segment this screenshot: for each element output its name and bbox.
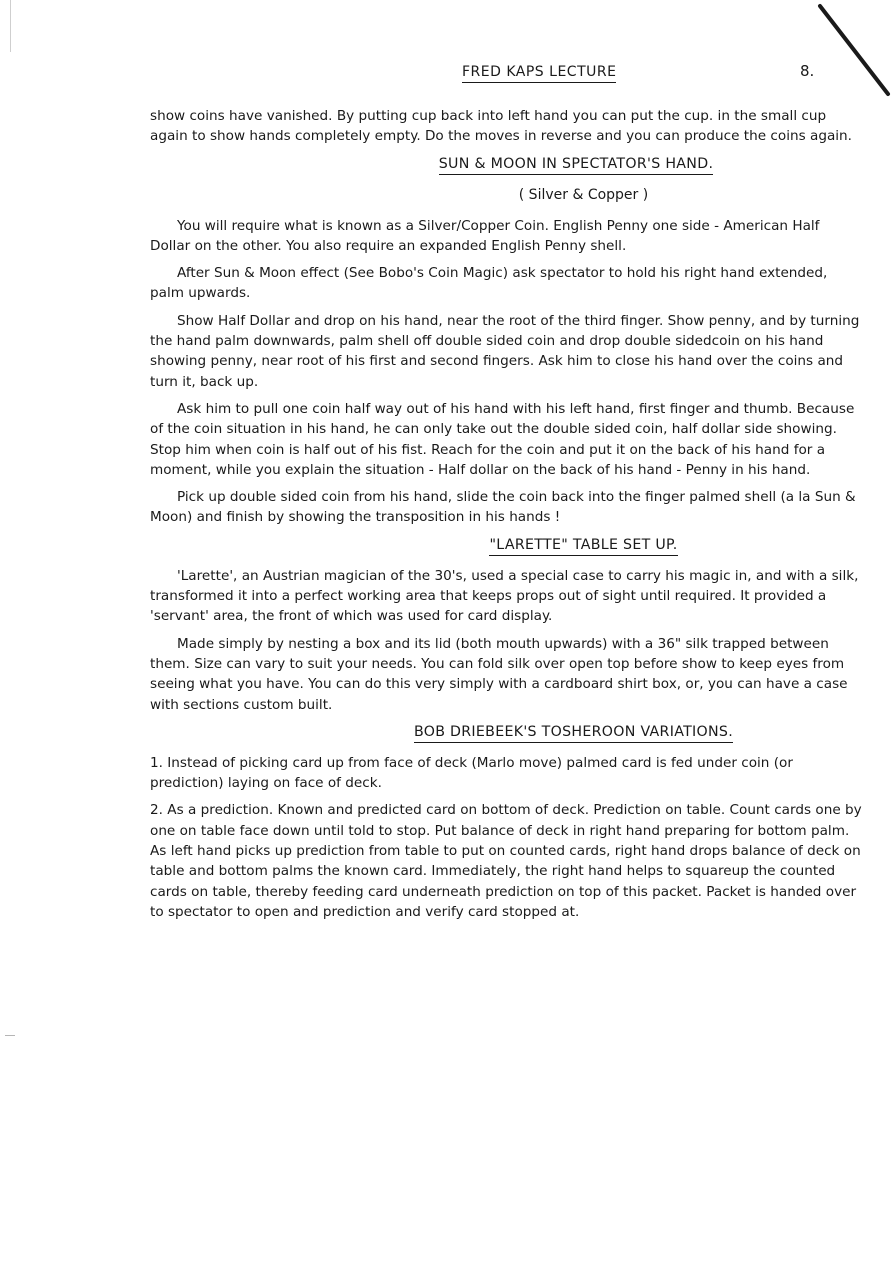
intro-paragraph: show coins have vanished. By putting cup back into left hand you can put the cup. in the small cup again to show hands completely empty. Do the moves in reverse and you can produce the coins again. <box>150 108 852 145</box>
section-heading-larette <box>150 536 862 556</box>
paragraph: Show Half Dollar and drop on his hand, near the root of the third finger. Show penny, and by turning the hand palm downwards, palm shell off double sided coin and drop double sidedcoin on his hand showing penny, near root of his first and second fingers. Ask him to close his hand over the coins and turn it, back up. <box>150 312 860 390</box>
paragraph: Pick up double sided coin from his hand, slide the coin back into the finger palmed shell (a la Sun & Moon) and finish by showing the transposition in his hands ! <box>150 489 856 526</box>
section-subheading-silver-copper: ( Silver & Copper ) <box>518 186 649 203</box>
section-heading-sun-moon <box>150 155 862 175</box>
paragraph: 'Larette', an Austrian magician of the 30's, used a special case to carry his magic in, and with a silk, transformed it into a perfect working area that keeps props out of sight until required. It provided a 'servant' area, the front of which was used for card display. <box>150 567 859 625</box>
paragraph: Made simply by nesting a box and its lid (both mouth upwards) with a 36" silk trapped between them. Size can vary to suit your needs. You can fold silk over open top before show to keep eyes from seeing what you have. You can do this very simply with a cardboard shirt box, or, you can have a case with sections custom built. <box>150 635 848 713</box>
paragraph: You will require what is known as a Silver/Copper Coin. English Penny one side - American Half Dollar on the other. You also require an expanded English Penny shell. <box>150 217 820 254</box>
paragraph: Ask him to pull one coin half way out of his hand with his left hand, first finger and thumb. Because of the coin situation in his hand, he can only take out the double sided coin, half dollar side showing. Stop him when coin is half out of his fist. Reach for the coin and put it on the back of his hand for a moment, while you explain the situation - Half dollar on the back of his hand - Penny in his hand. <box>150 400 855 478</box>
heading-text: BOB DRIEBEEK'S TOSHEROON VARIATIONS. <box>414 723 733 743</box>
page-number: 8. <box>800 62 815 80</box>
heading-text: "LARETTE" TABLE SET UP. <box>489 536 677 556</box>
scan-edge-mark <box>5 1035 15 1036</box>
page-content <box>150 106 862 929</box>
corner-slash-mark <box>0 0 893 120</box>
numbered-paragraph: 2. As a prediction. Known and predicted card on bottom of deck. Prediction on table. Count cards one by one on table face down until told to stop. Put balance of deck in right hand preparing for bottom palm. As left hand picks up prediction from table to put on counted cards, right hand drops balance of deck on table and bottom palms the known card. Immediately, the right hand helps to squareup the counted cards on table, thereby feeding card underneath prediction on top of this packet. Packet is handed over to spectator to open and prediction and verify card stopped at. <box>150 802 862 920</box>
section-heading-driebeek <box>150 723 862 743</box>
numbered-paragraph: 1. Instead of picking card up from face of deck (Marlo move) palmed card is fed under coin (or prediction) laying on face of deck. <box>150 754 793 792</box>
paragraph: After Sun & Moon effect (See Bobo's Coin Magic) ask spectator to hold his right hand extended, palm upwards. <box>150 265 828 302</box>
lecture-title: FRED KAPS LECTURE <box>462 64 616 83</box>
heading-text: SUN & MOON IN SPECTATOR'S HAND. <box>439 155 714 175</box>
